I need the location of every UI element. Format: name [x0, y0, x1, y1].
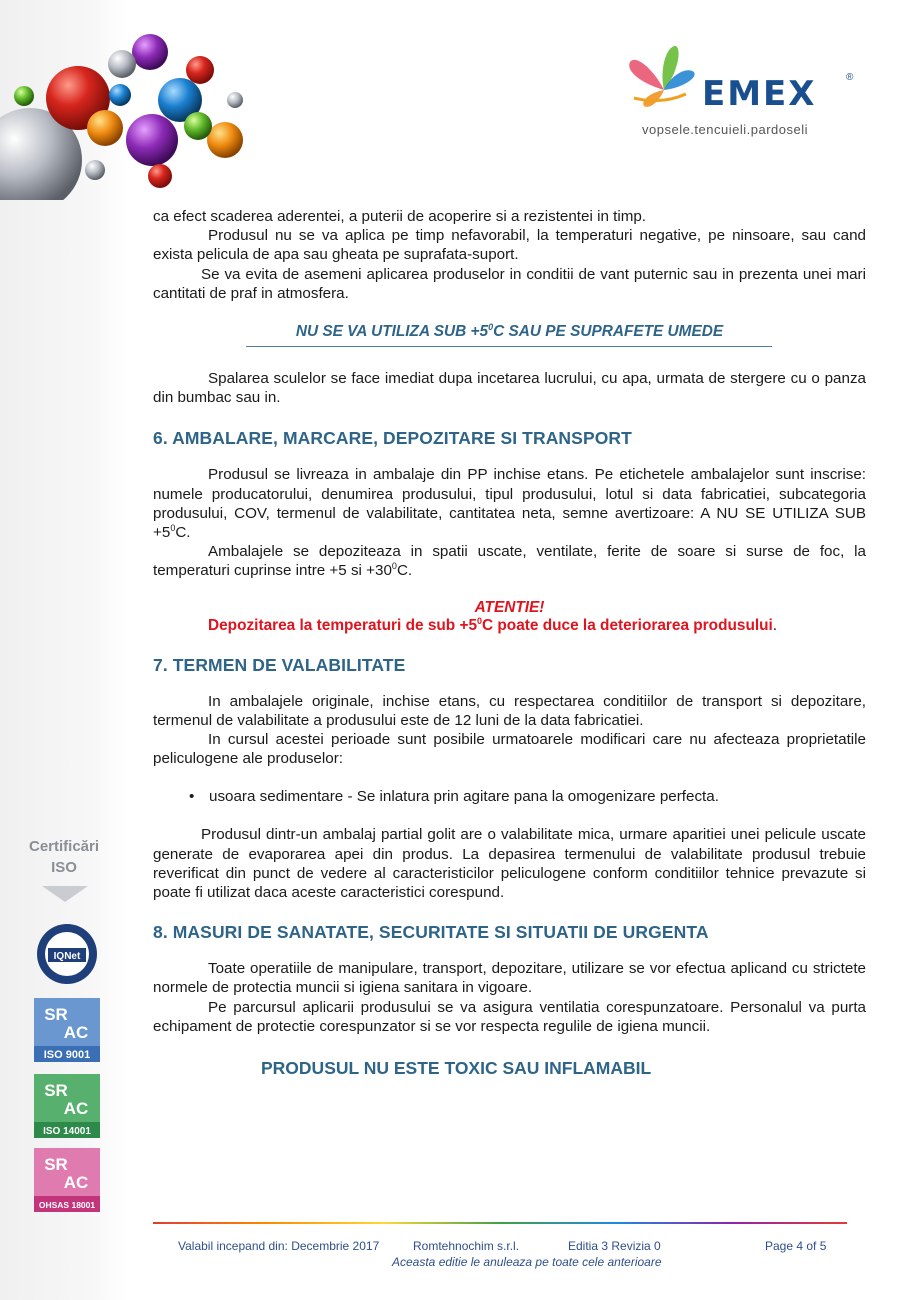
- section-8-title: 8. MASURI DE SANATATE, SECURITATE SI SITUATII DE URGENTA: [153, 922, 709, 943]
- ac-mark: AC: [63, 1173, 89, 1192]
- section-7-paragraph-1: In ambalajele originale, inchise etans, cu respectarea conditiilor de transport si depozitare, termenul de valabilitate a produsului este de 12 luni de la data fabricatiei.: [153, 692, 866, 729]
- section-8-paragraph-1: Toate operatiile de manipulare, transport, depozitare, utilizare se vor efectua aplicand cu strictete normele de protectia muncii si igiena sanitara in vigoare.: [153, 960, 866, 997]
- sr-mark: SR: [44, 1005, 68, 1024]
- iqnet-badge: [34, 922, 100, 986]
- section-6-title: 6. AMBALARE, MARCARE, DEPOZITARE SI TRANSPORT: [153, 428, 632, 449]
- body-paragraph-1: ca efect scaderea aderentei, a puterii de acoperire si a rezistentei in timp.: [153, 208, 647, 225]
- list-item: • usoara sedimentare - Se inlatura prin agitare pana la omogenizare perfecta.: [189, 788, 719, 806]
- footer-valid-from: Valabil incepand din: Decembrie 2017: [178, 1239, 380, 1253]
- body-paragraph-3: Se va evita de asemeni aplicarea produselor in conditii de vant puternic sau in prezenta unei mari cantitati de praf in atmosfera.: [153, 265, 866, 302]
- surface-warning: NU SE VA UTILIZA SUB $+5^0C$ SAU PE SUPRAFETE UMEDE: [295, 322, 724, 341]
- cert-title-line2: ISO: [51, 859, 77, 876]
- footer-note: Aceasta editie le anuleaza pe toate cele anterioare: [392, 1255, 662, 1269]
- iqnet-label: IQNet: [53, 951, 81, 962]
- bullet-dot: •: [189, 788, 195, 806]
- footer-edition: Editia 3 Revizia 0: [568, 1239, 661, 1253]
- decorative-spheres-image: [0, 0, 250, 200]
- ac-mark: AC: [63, 1099, 89, 1118]
- body-paragraph-2: Produsul nu se va aplica pe timp nefavorabil, la temperaturi negative, pe ninsoare, sau cand exista pelicula de apa sau gheata pe suprafata-suport.: [153, 227, 866, 264]
- sr-mark: SR: [44, 1081, 68, 1100]
- section-6-paragraph-1: Produsul se livreaza in ambalaje din PP inchise etans. Pe etichetele ambalajelor sunt inscrise: numele producatorului, denumirea produsului, tipul produsului, lotul si data fabricatiei, subcategoria produsului, COV, termenul de valabilitate, cantitatea neta, semne avertizoare: A NU SE UTILIZA SUB $+5^0C$.: [153, 466, 866, 542]
- section-6-paragraph-2: Ambalajele se depoziteaza in spatii uscate, ventilate, ferite de soare si surse de foc, la temperaturi cuprinse intre +5 si $+30^0C$.: [153, 543, 866, 580]
- cert-title-line1: Certificări: [28, 838, 100, 855]
- certifications-title: [18, 836, 110, 878]
- emex-logo: [622, 40, 862, 140]
- iso-9001-badge: [34, 998, 100, 1062]
- footer-company: Romtehnochim s.r.l.: [413, 1239, 520, 1253]
- section-7-paragraph-2: In cursul acestei perioade sunt posibile urmatoarele modificari care nu afecteaza proprietatile peliculogene ale produselor:: [153, 731, 866, 768]
- ac-mark: AC: [63, 1023, 89, 1042]
- document-body: [153, 207, 866, 1079]
- ohsas-18001-badge: [34, 1148, 100, 1212]
- ohsas-18001-label: OHSAS 18001: [38, 1200, 96, 1210]
- iso-14001-badge: [34, 1074, 100, 1138]
- butterfly-logo-icon: [624, 40, 704, 112]
- toxicity-statement: PRODUSUL NU ESTE TOXIC SAU INFLAMABIL: [261, 1058, 652, 1079]
- registered-mark: ®: [846, 72, 854, 83]
- section-7-title: 7. TERMEN DE VALABILITATE: [153, 654, 406, 675]
- iso-14001-label: ISO 14001: [43, 1126, 91, 1137]
- attention-title: ATENTIE!: [474, 598, 545, 616]
- sr-mark: SR: [44, 1155, 68, 1174]
- footer-divider: [153, 1222, 847, 1224]
- footer-page-number: Page 4 of 5: [765, 1239, 827, 1253]
- iso-9001-label: ISO 9001: [43, 1049, 91, 1061]
- body-paragraph-4: Spalarea sculelor se face imediat dupa incetarea lucrului, cu apa, urmata de stergere cu o panza din bumbac sau in.: [153, 370, 866, 407]
- down-arrow-icon: [40, 884, 90, 904]
- brand-tagline: vopsele.tencuieli.pardoseli: [642, 122, 808, 137]
- brand-name: EMEX: [702, 74, 817, 114]
- section-8-paragraph-2: Pe parcursul aplicarii produsului se va asigura ventilatia corespunzatoare. Personalul va purta echipament de protectie corespunzator si se vor respecta regulile de igiena muncii.: [153, 998, 866, 1035]
- section-7-paragraph-3: Produsul dintr-un ambalaj partial golit are o valabilitate mica, urmare aparitiei unei pelicule uscate generate de evaporarea apei din produs. La depasirea termenului de valabilitate produsul trebuie reverificat din punct de vedere al caracteristicilor peliculogene conform conditiilor tehnice prevazute si poate fi utilizat daca aceste caracteristici corespund.: [153, 826, 866, 902]
- attention-message: Depozitarea la temperaturi de sub $+5^0C$ poate duce la deteriorarea produsului.: [208, 615, 778, 634]
